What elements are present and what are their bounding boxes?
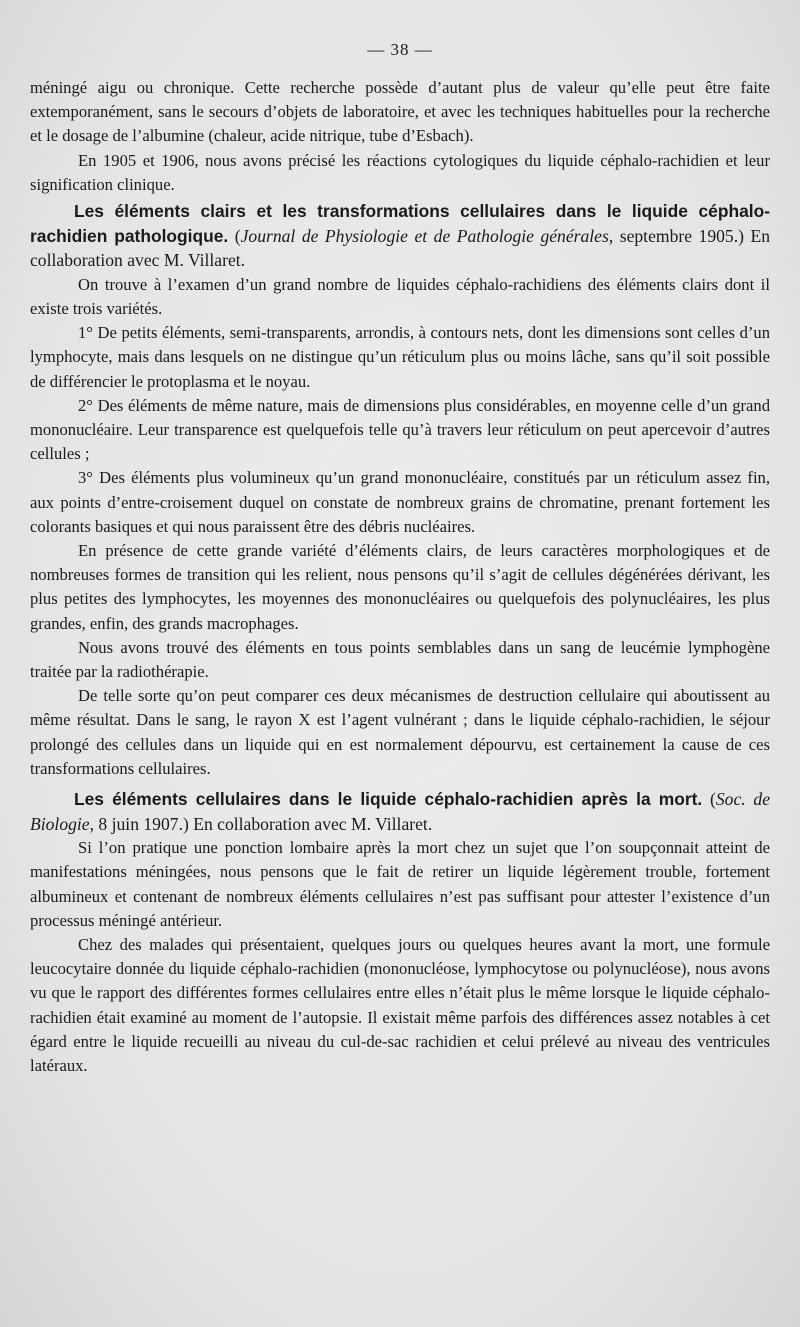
page-number: — 38 — (367, 40, 433, 59)
section-heading-apres-la-mort (30, 787, 770, 836)
paragraph-interpretation: En présence de cette grande variété d’éléments clairs, de leurs caractères morphologiques et de nombreuses formes de transition qui les relient, nous pensons qu’il s’agit de cellules dégénérées dérivant, les plus petites des lymphocytes, les moyennes des mononucléaires ou quelquefois des polynucléaires, les plus grandes, enfin, des grands macrophages. (30, 541, 770, 633)
paragraph-formule-leucocytaire: Chez des malades qui présentaient, quelques jours ou quelques heures avant la mort, une formule leucocytaire donnée du liquide céphalo-rachidien (mononucléose, lymphocytose ou polynucléose), nous avons vu que le rapport des différentes formes cellulaires entre elles n’était plus le même lorsque le liquide céphalo-rachidien était examiné au moment de l’autopsie. Il existait même parfois des différences assez notables à cet égard entre le liquide recueilli au niveau du cul-de-sac rachidien et celui prélevé au niveau des ventricules latéraux. (30, 935, 770, 1076)
section-title: Les éléments clairs et les transformations cellulaires dans le liquide céphalo-rachidien pathologique. (30, 201, 770, 246)
paragraph-ponction-lombaire: Si l’on pratique une ponction lombaire après la mort chez un sujet que l’on soupçonnait atteint de manifestations méningées, nous pensons que le fait de retirer un liquide légèrement trouble, fortement albumineux et contenant de nombreux éléments cellulaires n’est pas suffisant pour attester l’existence d’un processus méningé antérieur. (30, 838, 770, 930)
paragraph-leucemie: Nous avons trouvé des éléments en tous points semblables dans un sang de leucémie lymphogène traitée par la radiothérapie. (30, 637, 770, 682)
paragraph-comparison: De telle sorte qu’on peut comparer ces deux mécanismes de destruction cellulaire qui aboutissent au même résultat. Dans le sang, le rayon X est l’agent vulnérant ; dans le liquide céphalo-rachidien, le séjour prolongé des cellules dans un liquide qui en est normalement dépourvu, est certainement la cause de ces transformations cellulaires. (30, 686, 770, 778)
paragraph-variety-3: 3° Des éléments plus volumineux qu’un grand mononucléaire, constitués par un réticulum assez fin, aux points d’entre-croisement duquel on constate de nombreux grains de chromatine, prenant fortement les colorants basiques et qui nous paraissent être des débris nucléaires. (30, 468, 770, 536)
paragraph-variety-2: 2° Des éléments de même nature, mais de dimensions plus considérables, en moyenne celle d’un grand mononucléaire. Leur transparence est quelquefois telle qu’à travers leur réticulum on peut apercevoir d’autres cellules ; (30, 395, 770, 464)
section-heading-elements-clairs (30, 199, 770, 273)
paragraph-variety-1: 1° De petits éléments, semi-transparents, arrondis, à contours nets, dont les dimensions sont celles d’un lymphocyte, mais dans lesquels on ne distingue qu’un réticulum plus ou moins lâche, sans qu’il soit possible de différencier le protoplasma et le noyau. (30, 323, 770, 391)
paragraph-intro-1905: En 1905 et 1906, nous avons précisé les réactions cytologiques du liquide céphalo-rachidien et leur signification clinique. (30, 150, 770, 194)
section-ref-rest: , 8 juin 1907.) En collaboration avec M. Villaret. (89, 813, 433, 834)
paragraph-continuation: méningé aigu ou chronique. Cette recherche possède d’autant plus de valeur qu’elle peut être faite extemporanément, sans le secours d’objets de laboratoire, et avec les techniques habituelles pour la recherche et le dosage de l’albumine (chaleur, acide nitrique, tube d’Esbach). (30, 78, 770, 146)
section-ref-open: ( (710, 789, 716, 810)
paragraph-three-varieties: On trouve à l’examen d’un grand nombre de liquides céphalo-rachidiens des éléments clairs dont il existe trois variétés. (30, 274, 770, 318)
section-ref-rest: , septembre 1905.) En collaboration avec M. Villaret. (30, 225, 770, 271)
section-title: Les éléments cellulaires dans le liquide céphalo-rachidien après la mort. (74, 789, 703, 810)
section-ref-open: ( (234, 225, 241, 246)
journal-name: Journal de Physiologie et de Pathologie générales (240, 225, 609, 246)
journal-name: Soc. de Biologie (30, 789, 770, 834)
